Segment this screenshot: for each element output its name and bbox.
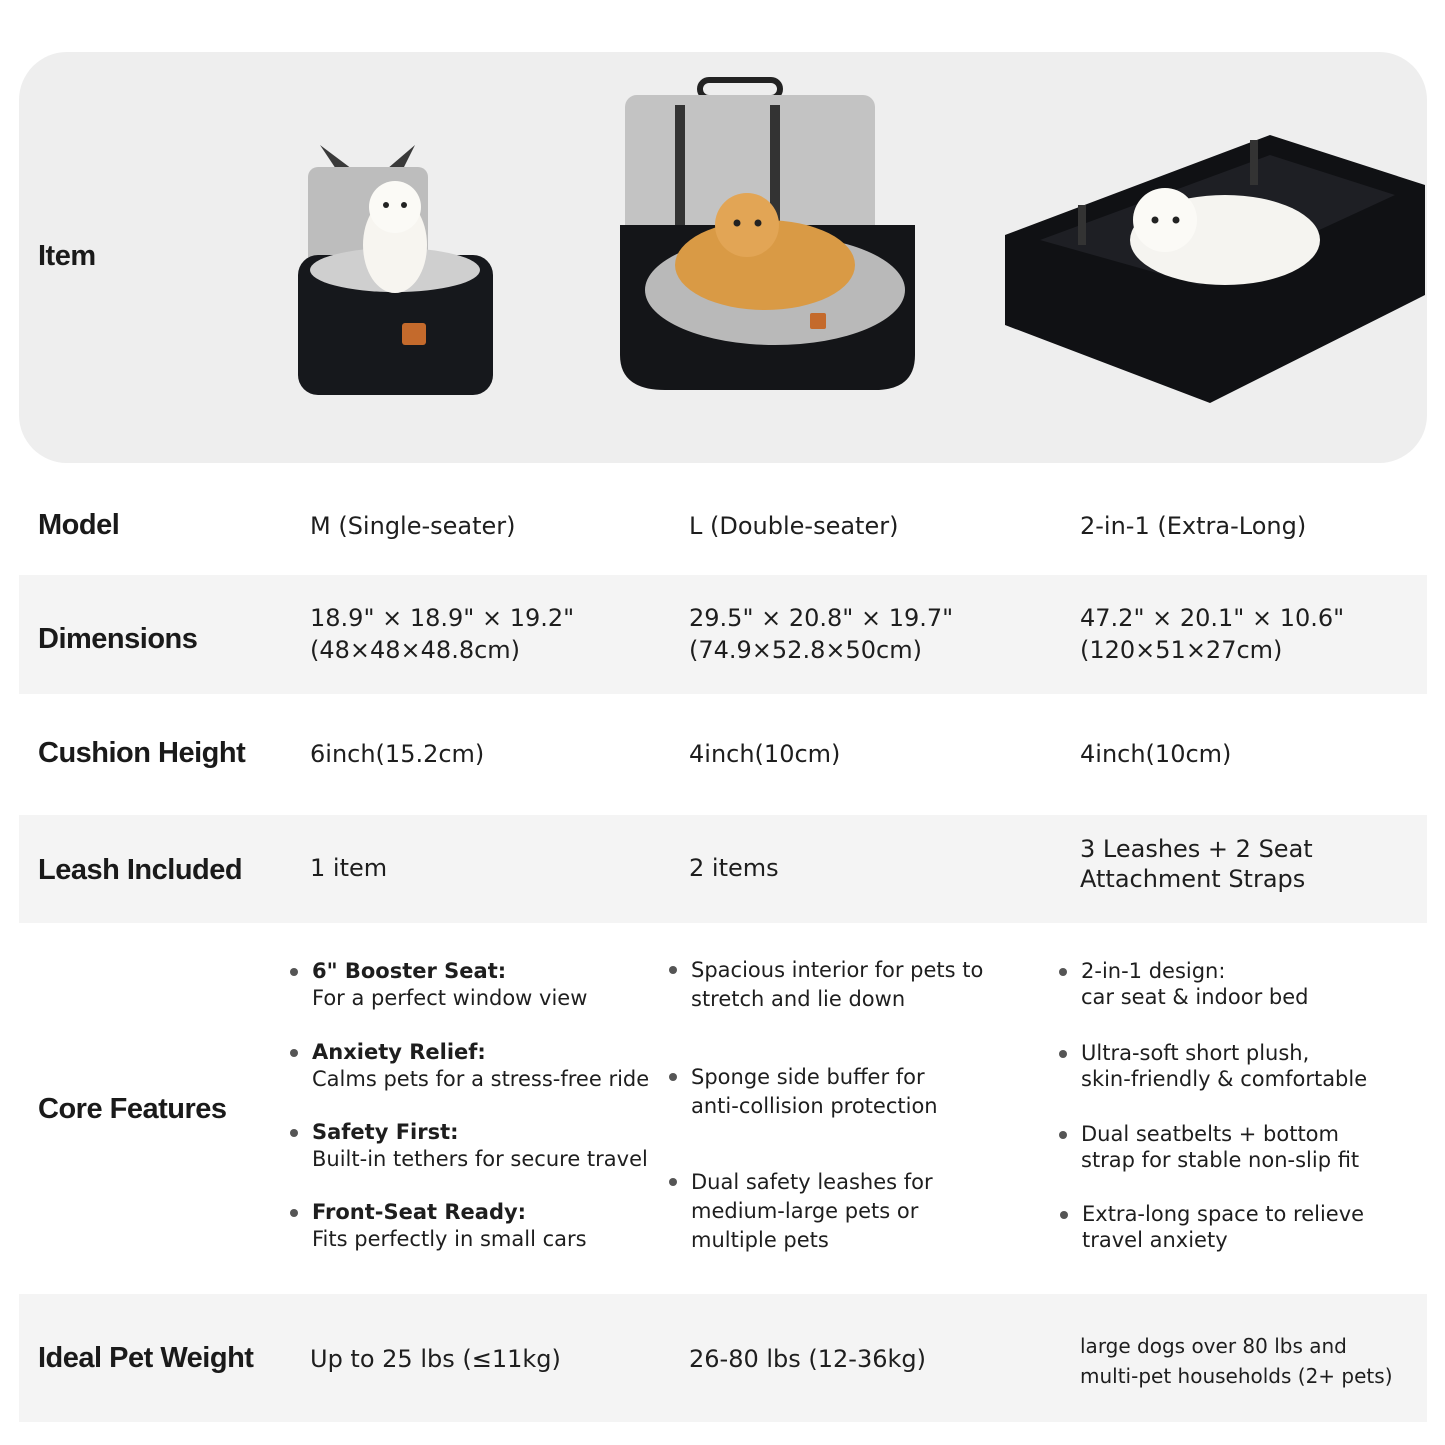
bullet-dot [1059,1050,1067,1058]
leash-medium: 1 item [310,854,388,882]
feature-text: Fits perfectly in small cars [312,1227,587,1251]
dimensions-medium [310,602,574,666]
feature-item [312,1039,649,1093]
feature-item [691,1063,938,1121]
feature-item [312,1199,587,1253]
feature-text: Built-in tethers for secure travel [312,1147,648,1171]
feature-item [1081,958,1308,1010]
feature-title: Anxiety Relief: [312,1040,486,1064]
dimensions-inches: 29.5" × 20.8" × 19.7" [689,604,954,632]
row-label-item: Item [38,240,96,272]
weight-medium: Up to 25 lbs (≤11kg) [310,1345,561,1373]
feature-text: Ultra-soft short plush, [1081,1041,1310,1065]
weight-line: large dogs over 80 lbs and [1080,1334,1347,1358]
feature-text: skin-friendly & comfortable [1081,1067,1368,1091]
bullet-dot [669,1178,677,1186]
feature-text: Calms pets for a stress-free ride [312,1067,650,1091]
dimensions-inches: 18.9" × 18.9" × 19.2" [310,604,575,632]
model-extra-long: 2-in-1 (Extra-Long) [1080,512,1307,540]
bullet-dot [669,1073,677,1081]
feature-text: Dual safety leashes for [691,1170,933,1194]
leash-large: 2 items [689,854,779,882]
row-label-cushion-height: Cushion Height [38,737,246,769]
dimensions-cm: (120×51×27cm) [1080,636,1283,664]
dimensions-large [689,602,953,666]
cushion-medium: 6inch(15.2cm) [310,740,485,768]
bullet-dot [1060,1211,1068,1219]
feature-item [1081,1121,1359,1173]
cushion-large: 4inch(10cm) [689,740,841,768]
product-image-extra-long [1000,125,1428,405]
leash-line: Attachment Straps [1080,865,1306,893]
feature-text: medium-large pets or [691,1199,919,1223]
weight-large: 26-80 lbs (12-36kg) [689,1345,926,1373]
row-label-model: Model [38,509,120,541]
product-image-large [615,75,920,395]
bullet-dot [1059,968,1067,976]
weight-extra-long [1080,1331,1393,1391]
leash-extra-long [1080,834,1313,894]
bullet-dot [290,1129,298,1137]
cushion-extra-long: 4inch(10cm) [1080,740,1232,768]
feature-text: anti-collision protection [691,1094,938,1118]
feature-item [1082,1201,1364,1253]
feature-text: strap for stable non-slip fit [1081,1148,1360,1172]
row-label-ideal-pet-weight: Ideal Pet Weight [38,1342,254,1374]
bullet-dot [290,968,298,976]
leash-line: 3 Leashes + 2 Seat [1080,835,1313,863]
weight-line: multi-pet households (2+ pets) [1080,1364,1393,1388]
feature-text: Spacious interior for pets to [691,958,984,982]
dimensions-inches: 47.2" × 20.1" × 10.6" [1080,604,1345,632]
feature-item [691,1168,933,1255]
feature-text: stretch and lie down [691,987,906,1011]
feature-item [1081,1040,1367,1092]
feature-text: multiple pets [691,1228,829,1252]
feature-title: Safety First: [312,1120,459,1144]
feature-text: travel anxiety [1082,1228,1228,1252]
model-medium: M (Single-seater) [310,512,516,540]
feature-text: 2-in-1 design: [1081,959,1226,983]
feature-item [312,958,587,1012]
feature-text: Dual seatbelts + bottom [1081,1122,1339,1146]
model-large: L (Double-seater) [689,512,899,540]
dimensions-cm: (48×48×48.8cm) [310,636,521,664]
product-image-medium [290,135,505,400]
feature-item [312,1119,648,1173]
row-label-core-features: Core Features [38,1093,227,1125]
row-label-dimensions: Dimensions [38,623,198,655]
feature-text: Extra-long space to relieve [1082,1202,1365,1226]
dimensions-extra-long [1080,602,1344,666]
bullet-dot [290,1049,298,1057]
feature-title: 6" Booster Seat: [312,959,507,983]
row-label-leash-included: Leash Included [38,854,243,886]
feature-text: Sponge side buffer for [691,1065,925,1089]
feature-item [691,956,983,1014]
bullet-dot [1059,1131,1067,1139]
feature-text: car seat & indoor bed [1081,985,1309,1009]
dimensions-cm: (74.9×52.8×50cm) [689,636,922,664]
bullet-dot [290,1209,298,1217]
bullet-dot [669,966,677,974]
feature-text: For a perfect window view [312,986,588,1010]
feature-title: Front-Seat Ready: [312,1200,527,1224]
